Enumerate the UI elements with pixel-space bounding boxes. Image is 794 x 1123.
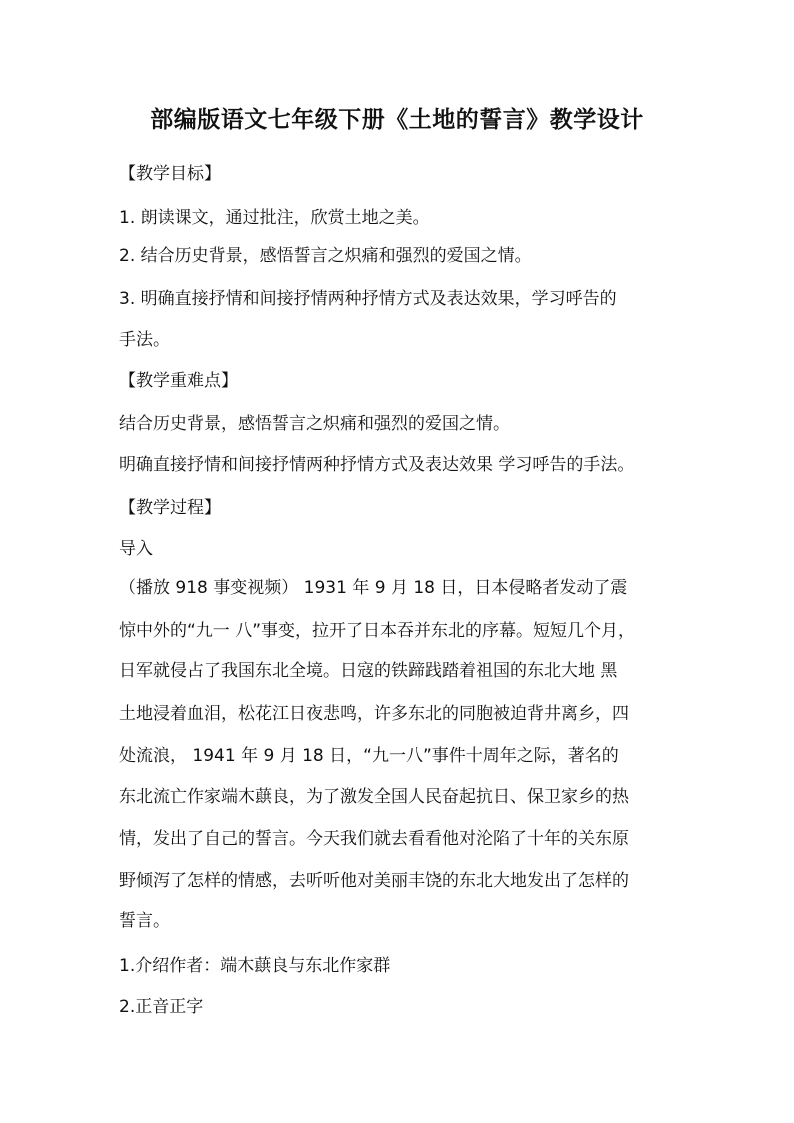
step-item-1: 1.介绍作者：端木蕻良与东北作家群 (119, 956, 391, 976)
key-point-1: 结合历史背景，感悟誓言之炽痛和强烈的爱国之情。 (119, 414, 510, 434)
intro-paragraph-line: 野倾泻了怎样的情感，去听听他对美丽丰饶的东北大地发出了怎样的 (119, 871, 629, 891)
intro-paragraph-line: 情，发出了自己的誓言。今天我们就去看看他对沦陷了十年的关东原 (119, 829, 629, 849)
goal-item-3-continued: 手法。 (119, 330, 170, 350)
key-points-heading: 【教学重难点】 (119, 371, 238, 391)
intro-paragraph-line: 土地浸着血泪，松花江日夜悲鸣，许多东北的同胞被迫背井离乡，四 (119, 704, 629, 724)
intro-paragraph-line: 处流浪， 1941 年 9 月 18 日，“九一八”事件十周年之际，著名的 (119, 746, 619, 766)
step-item-2: 2.正音正字 (119, 997, 204, 1017)
intro-paragraph-line: 日军就侵占了我国东北全境。日寇的铁蹄践踏着祖国的东北大地 黑 (119, 661, 618, 681)
goals-heading: 【教学目标】 (119, 164, 221, 184)
document-title: 部编版语文七年级下册《土地的誓言》教学设计 (150, 107, 644, 133)
goal-item-2: 2. 结合历史背景，感悟誓言之炽痛和强烈的爱国之情。 (119, 246, 532, 266)
intro-label: 导入 (119, 539, 153, 559)
intro-paragraph-line: （播放 918 事变视频） 1931 年 9 月 18 日，日本侵略者发动了震 (119, 578, 628, 598)
goal-item-3: 3. 明确直接抒情和间接抒情两种抒情方式及表达效果，学习呼告的 (119, 289, 617, 309)
intro-paragraph-line: 誓言。 (119, 911, 170, 931)
key-point-2: 明确直接抒情和间接抒情两种抒情方式及表达效果 学习呼告的手法。 (119, 455, 635, 475)
process-heading: 【教学过程】 (119, 498, 221, 518)
intro-paragraph-line: 惊中外的“九一 八”事变，拉开了日本吞并东北的序幕。短短几个月， (119, 621, 636, 641)
goal-item-1: 1. 朗读课文，通过批注，欣赏土地之美。 (119, 208, 430, 228)
intro-paragraph-line: 东北流亡作家端木蕻良，为了激发全国人民奋起抗日、保卫家乡的热 (119, 787, 629, 807)
